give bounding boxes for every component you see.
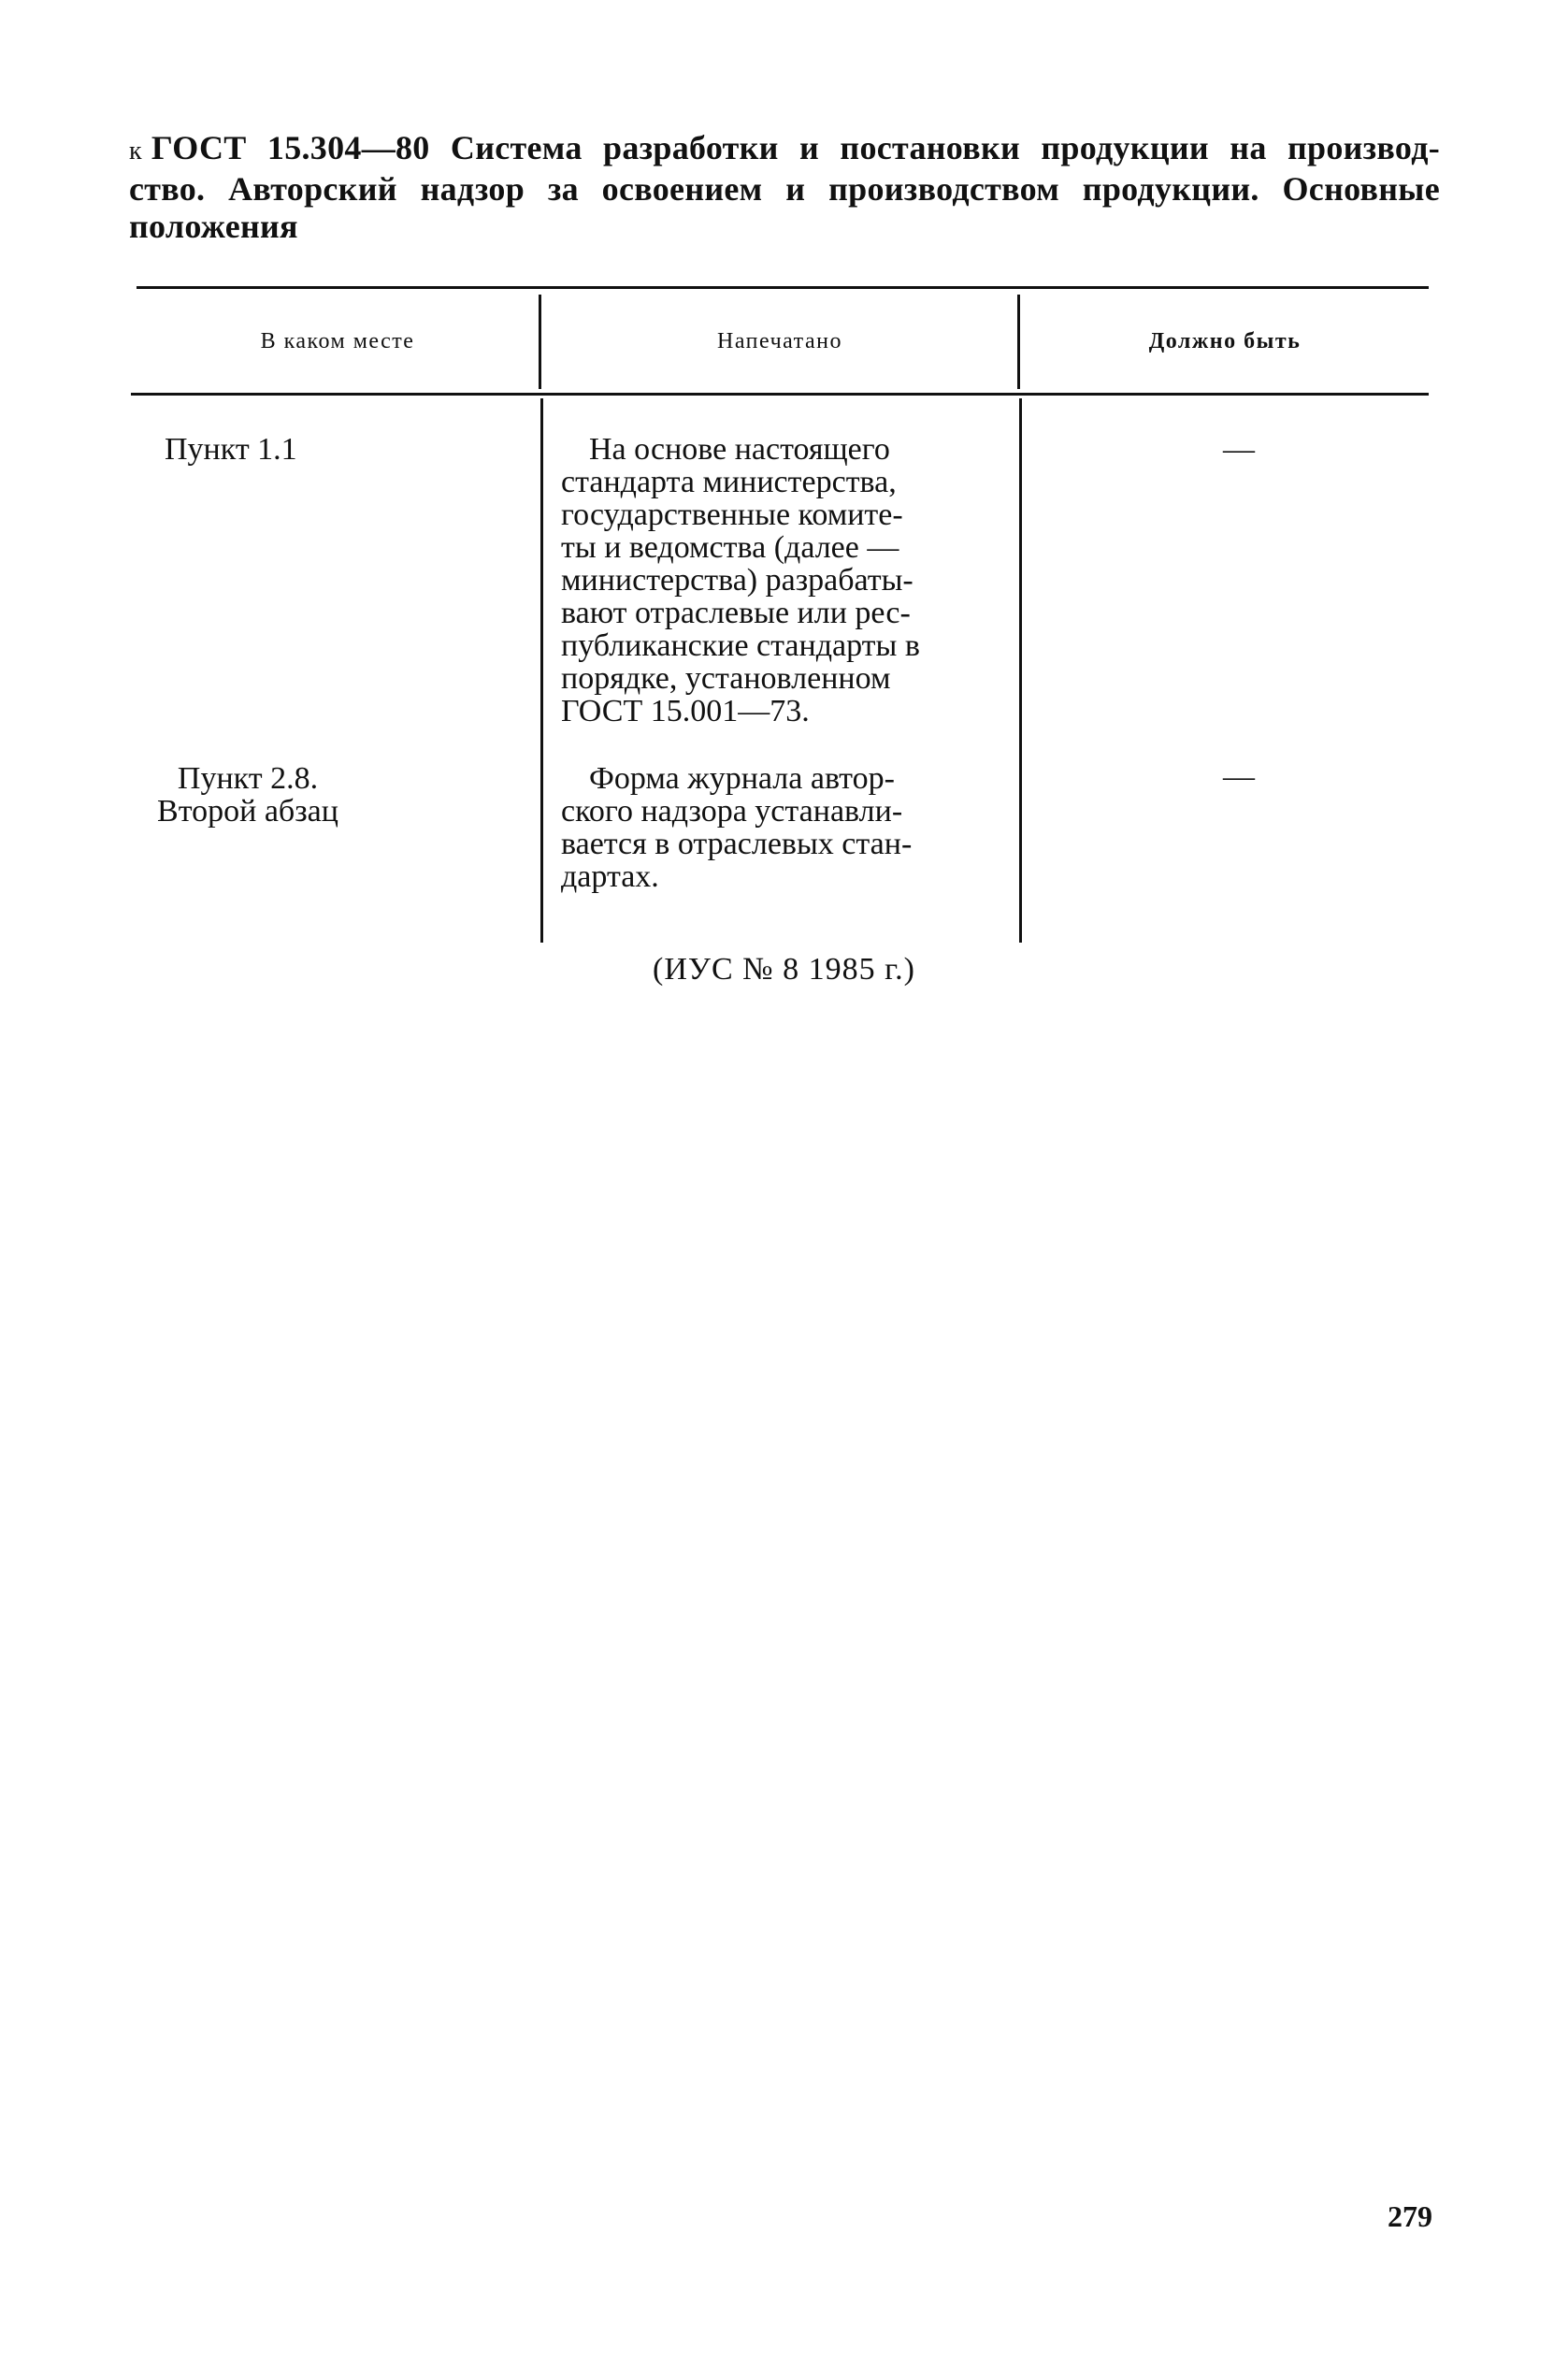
row-2-place-line-1: Пункт 2.8. [177, 761, 319, 796]
body-divider-2 [1019, 398, 1022, 943]
printed-line: ты и ведомства (далее — [561, 530, 899, 565]
table-header-rule [131, 393, 1429, 396]
title-line-1 [129, 129, 1440, 170]
printed-line: ского надзора устанавли- [561, 794, 903, 829]
title-line-2: ство. Авторский надзор за освоением и производством продукции. Основные [129, 170, 1440, 208]
row-2-should-be: — [1223, 759, 1255, 794]
printed-line: государственные комите- [561, 497, 903, 532]
printed-line: порядке, установленном [561, 661, 891, 696]
title-marker: к [129, 137, 142, 166]
row-1-place-line: Пункт 1.1 [165, 432, 297, 467]
table-top-rule [137, 286, 1429, 289]
printed-line: Форма журнала автор- [589, 761, 895, 796]
printed-line: публиканские стандарты в [561, 628, 920, 663]
row-2-place-line-2: Второй абзац [157, 794, 338, 829]
header-should-be: Должно быть [1148, 329, 1302, 353]
row-2-place [131, 762, 365, 828]
printed-line: дартах. [561, 859, 659, 894]
title-line-1-text: ГОСТ 15.304—80 Система разработки и постановки продукции на производ- [151, 129, 1440, 166]
row-1-printed [561, 433, 920, 728]
printed-line: вается в отраслевых стан- [561, 827, 913, 861]
body-divider-1 [540, 398, 543, 943]
header-divider-1 [539, 295, 541, 389]
page-number: 279 [1388, 2199, 1432, 2233]
header-divider-2 [1017, 295, 1020, 389]
printed-line: стандарта министерства, [561, 465, 897, 499]
row-1-place [165, 433, 297, 466]
row-2-printed [561, 762, 912, 893]
header-printed: Напечатано [717, 329, 842, 353]
header-place: В каком месте [260, 329, 415, 353]
printed-line: вают отраслевые или рес- [561, 596, 911, 630]
printed-line: На основе настоящего [589, 432, 890, 467]
source-note: (ИУС № 8 1985 г.) [653, 952, 915, 987]
row-1-should-be: — [1223, 432, 1255, 467]
title-line-3: положения [129, 208, 298, 245]
amendment-title [129, 129, 1440, 245]
printed-line: ГОСТ 15.001—73. [561, 694, 810, 728]
printed-line: министерства) разрабаты- [561, 563, 913, 598]
